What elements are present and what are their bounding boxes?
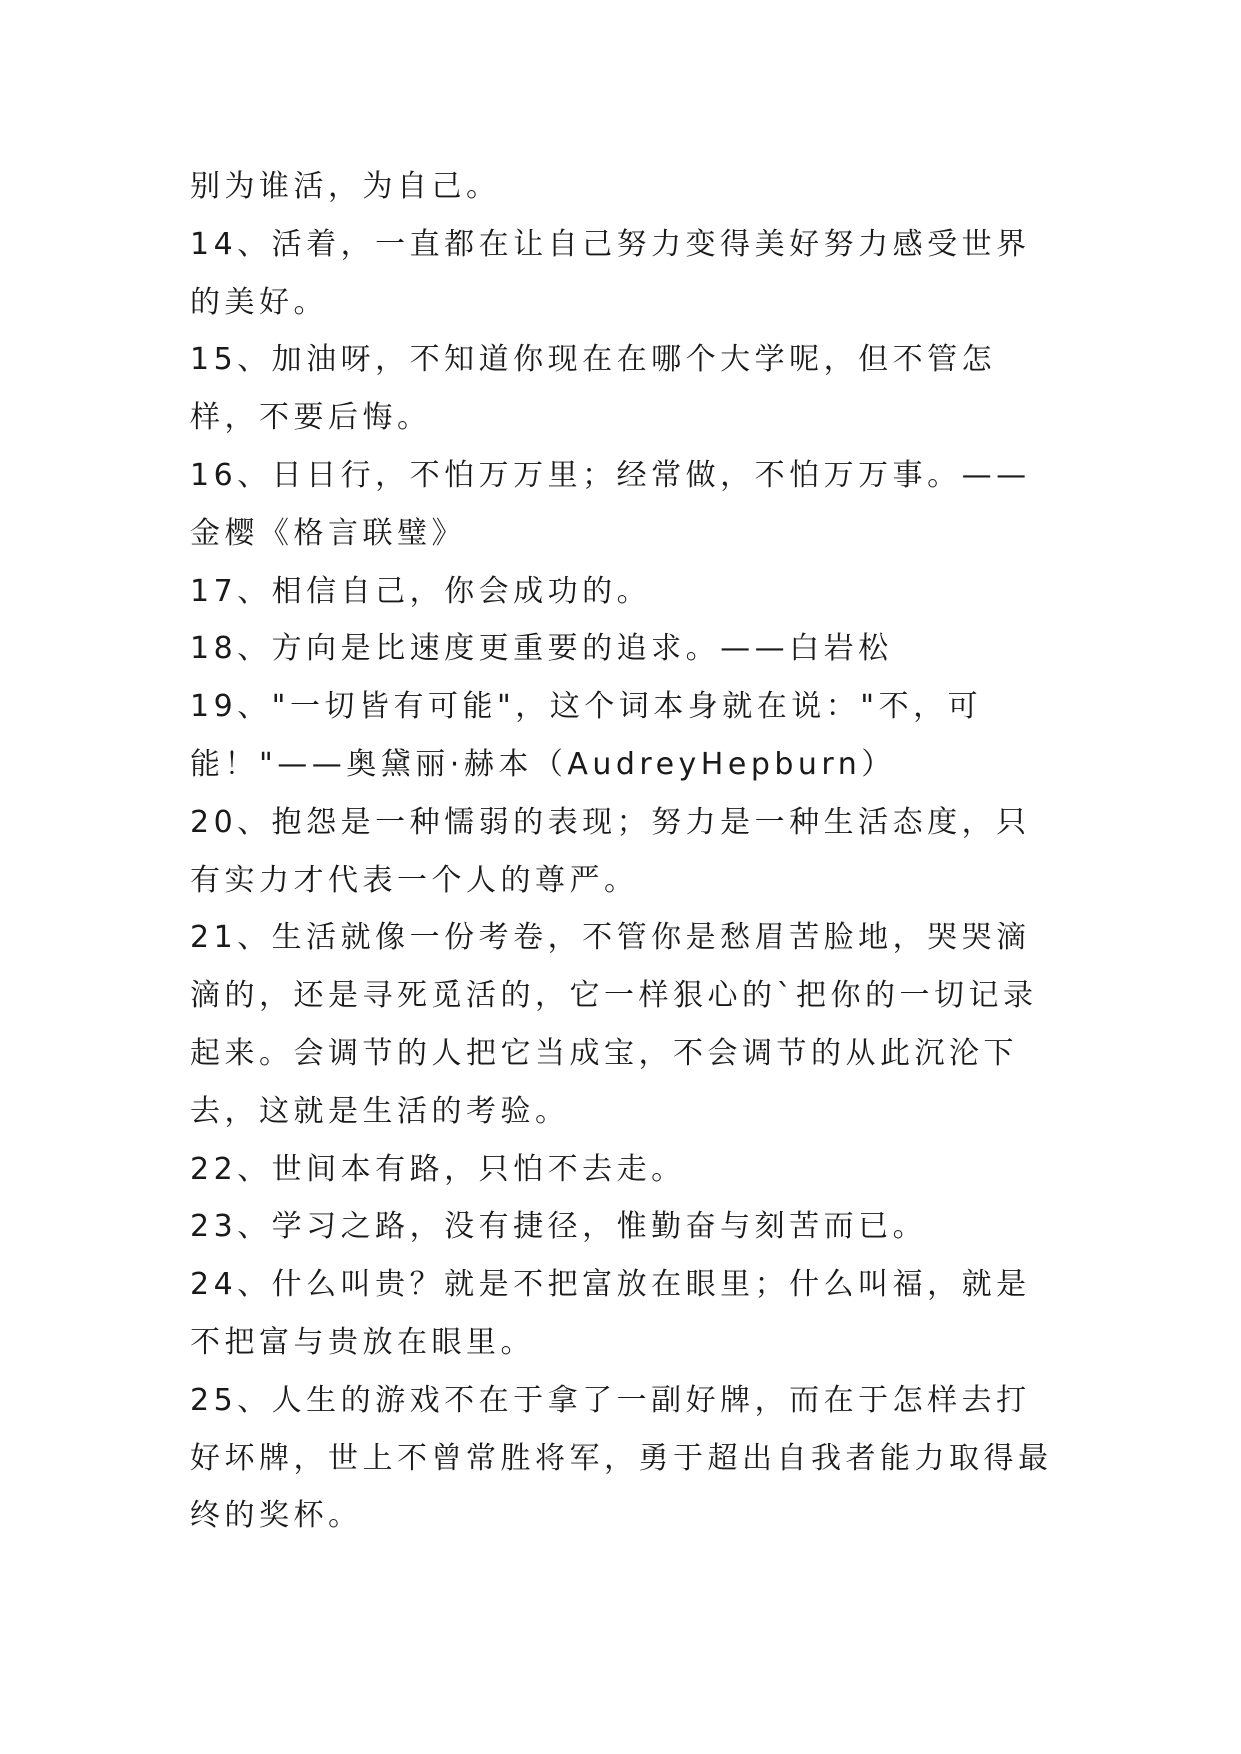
quote-item-24: 24、什么叫贵？就是不把富放在眼里；什么叫福，就是不把富与贵放在眼里。: [190, 1267, 1031, 1360]
quote-item-19: 19、"一切皆有可能"，这个词本身就在说："不，可能！"——奥黛丽·赫本（AudreyHepburn）: [190, 689, 983, 782]
quote-item-16: 16、日日行，不怕万万里；经常做，不怕万万事。——金樱《格言联璧》: [190, 457, 1031, 551]
paragraph-continuation: 别为谁活，为自己。: [190, 169, 501, 204]
quote-item-15: 15、加油呀，不知道你现在在哪个大学呢，但不管怎样，不要后悔。: [190, 342, 997, 436]
quote-item-25: 25、人生的游戏不在于拿了一副好牌，而在于怎样去打好坏牌，世上不曾常胜将军，勇于超出自我者能力取得最终的奖杯。: [190, 1382, 1053, 1534]
quote-item-20: 20、抱怨是一种懦弱的表现；努力是一种生活态度，只有实力才代表一个人的尊严。: [190, 804, 1031, 898]
quote-item-17: 17、相信自己，你会成功的。: [190, 573, 652, 609]
quote-item-18: 18、方向是比速度更重要的追求。——白岩松: [190, 631, 893, 667]
quote-item-23: 23、学习之路，没有捷径，惟勤奋与刻苦而已。: [190, 1209, 928, 1245]
quote-item-21: 21、生活就像一份考卷，不管你是愁眉苦脸地，哭哭滴滴的，还是寻死觅活的，它一样狠心的`把你的一切记录起来。会调节的人把它当成宝，不会调节的从此沉沦下去，这就是生活的考验。: [190, 920, 1038, 1129]
document-body: [190, 158, 1058, 1545]
quote-item-22: 22、世间本有路，只怕不去走。: [190, 1151, 686, 1187]
quote-item-14: 14、活着，一直都在让自己努力变得美好努力感受世界的美好。: [190, 226, 1031, 320]
